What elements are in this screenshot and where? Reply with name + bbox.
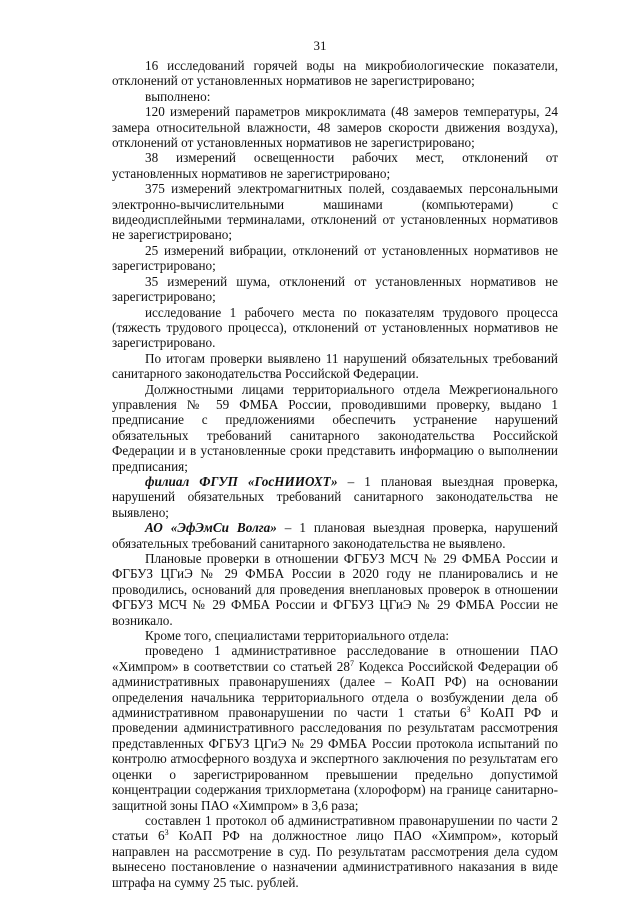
- paragraph: [112, 813, 558, 890]
- paragraph-text: По итогам проверки выявлено 11 нарушений обязательных требований санитарного законодательства Российской Федерации.: [112, 350, 558, 382]
- paragraph-text: 38 измерений освещенности рабочих мест, отклонений от установленных нормативов не зарегистрировано;: [112, 150, 558, 181]
- paragraph-text: 16 исследований горячей воды на микробиологические показатели, отклонений от установленных нормативов не зарегистрировано;: [112, 58, 558, 89]
- paragraph: [112, 474, 558, 520]
- superscript: 3: [466, 705, 471, 715]
- paragraph: [112, 181, 558, 243]
- paragraph: [112, 305, 558, 351]
- paragraph: [112, 643, 558, 812]
- superscript: 3: [164, 828, 169, 838]
- paragraph-text: Должностными лицами территориального отдела Межрегионального управления № 59 ФМБА России, проводившими проверку, выдано 1 предписание с предложениями обеспечить устранение нарушений обязательных требований санитарного законодательства Российской Федерации и в установленные сроки представить информацию о выполнении предписания;: [112, 381, 558, 474]
- paragraph: [112, 150, 558, 181]
- paragraph-text: проведено 1 административное расследование в отношении ПАО «Химпром» в соответствии со статьей 28: [112, 643, 558, 674]
- paragraph: [112, 104, 558, 150]
- paragraph-text: – 1 плановая выездная проверка, нарушений обязательных требований санитарного законодательства не выявлено.: [112, 520, 558, 551]
- paragraph-text: выполнено:: [145, 88, 211, 104]
- paragraph: [112, 89, 558, 104]
- paragraph-text: Кодекса Российской Федерации об административных правонарушениях (далее – КоАП РФ) на основании определения начальника территориального отдела о возбуждении дела об административном правонарушении по части 1 статьи 6: [112, 658, 558, 721]
- paragraph-text: КоАП РФ и проведении административного расследования по результатам рассмотрения представленных ФГБУЗ ЦГиЭ № 29 ФМБА России протокола испытаний по контролю атмосферного воздуха и экспертного заключения по результатам его оценки о зарегистрированном превышении предельно допустимой концентрации содержания трихлорметана (хлороформ) на границе санитарно-защитной зоны ПАО «Химпром» в 3,6 раза;: [112, 705, 558, 813]
- organization-name: АО «ЭфЭмСи Волга»: [145, 520, 277, 536]
- document-body: [112, 58, 558, 890]
- paragraph-text: 25 измерений вибрации, отклонений от установленных нормативов не зарегистрировано;: [112, 242, 558, 274]
- organization-name: филиал ФГУП «ГосНИИОХТ»: [145, 473, 338, 489]
- paragraph: [112, 520, 558, 551]
- paragraph-text: 35 измерений шума, отклонений от установленных нормативов не зарегистрировано;: [112, 273, 558, 305]
- paragraph-text: Плановые проверки в отношении ФГБУЗ МСЧ № 29 ФМБА России и ФГБУЗ ЦГиЭ № 29 ФМБА России в 2020 году не планировались и не проводились, оснований для проведения внеплановых проверок в отношении ФГБУЗ МСЧ № 29 ФМБА России и ФГБУЗ ЦГиЭ № 29 ФМБА России не возникало.: [112, 551, 558, 628]
- paragraph-text: составлен 1 протокол об административном правонарушении по части 2 статьи 6: [112, 812, 558, 844]
- paragraph: [112, 274, 558, 305]
- paragraph: [112, 58, 558, 89]
- paragraph: [112, 551, 558, 628]
- paragraph-text: КоАП РФ на должностное лицо ПАО «Химпром», который направлен на рассмотрение в суд. По результатам рассмотрения дела судом вынесено постановление о назначении административного наказания в виде штрафа на сумму 25 тыс. рублей.: [112, 828, 559, 890]
- paragraph: [112, 382, 558, 474]
- paragraph: [112, 351, 558, 382]
- paragraph-text: 120 измерений параметров микроклимата (48 замеров температуры, 24 замера относительной влажности, 48 замеров скорости движения воздуха), отклонений от установленных нормативов не зарегистрировано;: [112, 104, 558, 151]
- paragraph-text: 375 измерений электромагнитных полей, создаваемых персональными электронно-вычислительными машинами (компьютерами) с видеодисплейными терминалами, отклонений от установленных нормативов не зарегистрировано;: [112, 181, 558, 243]
- paragraph: [112, 243, 558, 274]
- paragraph: [112, 628, 558, 643]
- paragraph-text: Кроме того, специалистами территориального отдела:: [145, 628, 450, 644]
- page-number: 31: [313, 38, 327, 53]
- superscript: 7: [350, 658, 354, 668]
- paragraph-text: исследование 1 рабочего места по показателям трудового процесса (тяжесть трудового процесса), отклонений от установленных нормативов не зарегистрировано.: [112, 304, 558, 351]
- paragraph-text: – 1 плановая выездная проверка, нарушений обязательных требований санитарного законодательства не выявлено;: [112, 473, 558, 520]
